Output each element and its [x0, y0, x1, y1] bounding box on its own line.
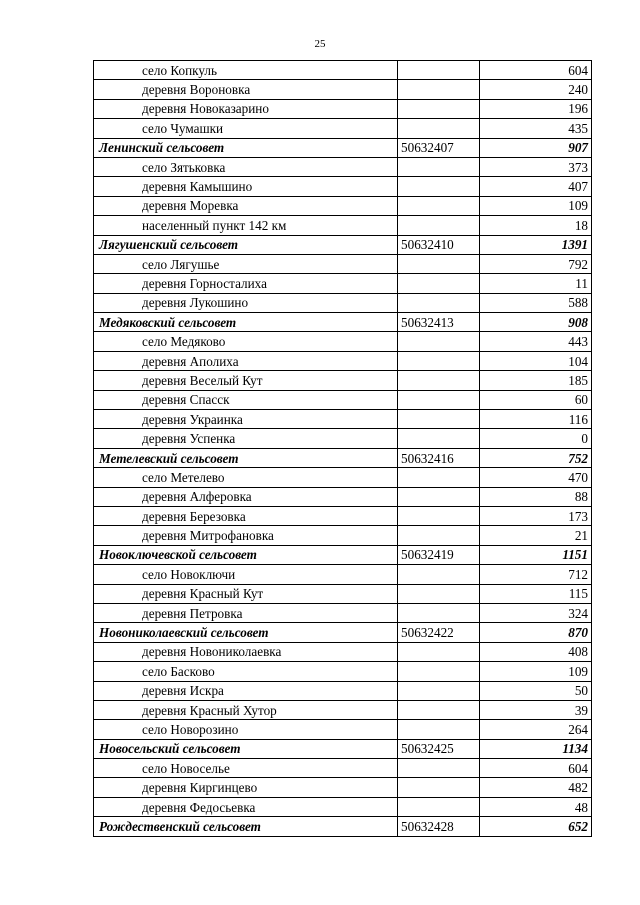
- settlement-name-cell: деревня Спасск: [94, 390, 398, 409]
- settlement-name-cell: деревня Лукошино: [94, 293, 398, 312]
- council-name-cell: Новоключевской сельсовет: [94, 545, 398, 564]
- settlement-row: [94, 410, 592, 429]
- settlement-row: [94, 642, 592, 661]
- settlement-row: [94, 274, 592, 293]
- population-cell: 1151: [480, 545, 592, 564]
- council-row: [94, 235, 592, 254]
- settlement-name-cell: село Метелево: [94, 468, 398, 487]
- council-row: [94, 623, 592, 642]
- settlement-name-cell: село Медяково: [94, 332, 398, 351]
- oktmo-code-cell: [398, 720, 480, 739]
- settlement-name-cell: село Новорозино: [94, 720, 398, 739]
- settlement-row: [94, 351, 592, 370]
- oktmo-code-cell: [398, 61, 480, 80]
- population-cell: 588: [480, 293, 592, 312]
- oktmo-code-cell: [398, 565, 480, 584]
- council-row: [94, 313, 592, 332]
- settlement-name-cell: деревня Митрофановка: [94, 526, 398, 545]
- table-body: [94, 61, 592, 837]
- settlement-name-cell: деревня Аполиха: [94, 351, 398, 370]
- council-row: [94, 739, 592, 758]
- oktmo-code-cell: [398, 506, 480, 525]
- page-number: 25: [314, 38, 326, 50]
- population-cell: 407: [480, 177, 592, 196]
- settlement-row: [94, 487, 592, 506]
- oktmo-code-cell: 50632422: [398, 623, 480, 642]
- settlement-row: [94, 371, 592, 390]
- settlement-row: [94, 720, 592, 739]
- settlement-row: [94, 119, 592, 138]
- settlement-row: [94, 177, 592, 196]
- settlement-name-cell: село Копкуль: [94, 61, 398, 80]
- population-cell: 48: [480, 797, 592, 816]
- settlement-row: [94, 778, 592, 797]
- council-row: [94, 545, 592, 564]
- population-cell: 39: [480, 700, 592, 719]
- settlement-row: [94, 603, 592, 622]
- council-row: [94, 448, 592, 467]
- population-cell: 652: [480, 817, 592, 836]
- population-cell: 0: [480, 429, 592, 448]
- oktmo-code-cell: 50632419: [398, 545, 480, 564]
- settlement-name-cell: деревня Горносталиха: [94, 274, 398, 293]
- settlement-name-cell: село Зятьковка: [94, 157, 398, 176]
- settlement-row: [94, 526, 592, 545]
- population-cell: 173: [480, 506, 592, 525]
- oktmo-code-cell: [398, 351, 480, 370]
- council-row: [94, 138, 592, 157]
- oktmo-code-cell: 50632407: [398, 138, 480, 157]
- population-cell: 324: [480, 603, 592, 622]
- settlement-row: [94, 390, 592, 409]
- oktmo-code-cell: [398, 274, 480, 293]
- settlement-name-cell: деревня Алферовка: [94, 487, 398, 506]
- settlement-name-cell: деревня Красный Хутор: [94, 700, 398, 719]
- population-table: [93, 60, 592, 837]
- settlement-name-cell: деревня Петровка: [94, 603, 398, 622]
- oktmo-code-cell: 50632425: [398, 739, 480, 758]
- settlement-name-cell: деревня Березовка: [94, 506, 398, 525]
- settlement-name-cell: деревня Веселый Кут: [94, 371, 398, 390]
- oktmo-code-cell: [398, 196, 480, 215]
- settlement-name-cell: деревня Моревка: [94, 196, 398, 215]
- council-name-cell: Ленинский сельсовет: [94, 138, 398, 157]
- population-cell: 792: [480, 254, 592, 273]
- oktmo-code-cell: [398, 390, 480, 409]
- population-cell: 907: [480, 138, 592, 157]
- settlement-row: [94, 99, 592, 118]
- settlement-name-cell: деревня Красный Кут: [94, 584, 398, 603]
- population-cell: 908: [480, 313, 592, 332]
- oktmo-code-cell: [398, 410, 480, 429]
- settlement-row: [94, 700, 592, 719]
- population-cell: 604: [480, 61, 592, 80]
- population-cell: 408: [480, 642, 592, 661]
- population-cell: 21: [480, 526, 592, 545]
- oktmo-code-cell: [398, 759, 480, 778]
- council-name-cell: Новосельский сельсовет: [94, 739, 398, 758]
- settlement-name-cell: деревня Украинка: [94, 410, 398, 429]
- settlement-row: [94, 797, 592, 816]
- population-cell: 116: [480, 410, 592, 429]
- oktmo-code-cell: [398, 526, 480, 545]
- oktmo-code-cell: [398, 468, 480, 487]
- population-cell: 1391: [480, 235, 592, 254]
- population-cell: 115: [480, 584, 592, 603]
- oktmo-code-cell: [398, 429, 480, 448]
- settlement-name-cell: деревня Успенка: [94, 429, 398, 448]
- settlement-row: [94, 506, 592, 525]
- oktmo-code-cell: 50632416: [398, 448, 480, 467]
- settlement-row: [94, 565, 592, 584]
- council-name-cell: Рождественский сельсовет: [94, 817, 398, 836]
- settlement-name-cell: деревня Вороновка: [94, 80, 398, 99]
- settlement-row: [94, 196, 592, 215]
- population-cell: 196: [480, 99, 592, 118]
- settlement-row: [94, 662, 592, 681]
- oktmo-code-cell: [398, 216, 480, 235]
- oktmo-code-cell: [398, 584, 480, 603]
- oktmo-code-cell: 50632410: [398, 235, 480, 254]
- population-cell: 373: [480, 157, 592, 176]
- oktmo-code-cell: [398, 662, 480, 681]
- population-cell: 240: [480, 80, 592, 99]
- oktmo-code-cell: [398, 681, 480, 700]
- population-cell: 11: [480, 274, 592, 293]
- oktmo-code-cell: [398, 99, 480, 118]
- oktmo-code-cell: [398, 778, 480, 797]
- population-cell: 435: [480, 119, 592, 138]
- settlement-name-cell: деревня Новоказарино: [94, 99, 398, 118]
- council-name-cell: Новониколаевский сельсовет: [94, 623, 398, 642]
- population-cell: 185: [480, 371, 592, 390]
- settlement-row: [94, 157, 592, 176]
- oktmo-code-cell: [398, 177, 480, 196]
- population-cell: 870: [480, 623, 592, 642]
- settlement-row: [94, 681, 592, 700]
- oktmo-code-cell: [398, 603, 480, 622]
- oktmo-code-cell: [398, 332, 480, 351]
- oktmo-code-cell: [398, 254, 480, 273]
- population-cell: 470: [480, 468, 592, 487]
- oktmo-code-cell: [398, 487, 480, 506]
- settlement-row: [94, 216, 592, 235]
- oktmo-code-cell: [398, 293, 480, 312]
- council-name-cell: Медяковский сельсовет: [94, 313, 398, 332]
- settlement-name-cell: деревня Камышино: [94, 177, 398, 196]
- settlement-row: [94, 429, 592, 448]
- settlement-row: [94, 254, 592, 273]
- settlement-row: [94, 332, 592, 351]
- population-cell: 109: [480, 196, 592, 215]
- population-cell: 109: [480, 662, 592, 681]
- population-cell: 18: [480, 216, 592, 235]
- oktmo-code-cell: [398, 797, 480, 816]
- settlement-name-cell: село Басково: [94, 662, 398, 681]
- population-cell: 712: [480, 565, 592, 584]
- population-cell: 50: [480, 681, 592, 700]
- settlement-name-cell: село Новоселье: [94, 759, 398, 778]
- population-cell: 1134: [480, 739, 592, 758]
- settlement-name-cell: село Новоключи: [94, 565, 398, 584]
- settlement-name-cell: деревня Искра: [94, 681, 398, 700]
- oktmo-code-cell: 50632428: [398, 817, 480, 836]
- oktmo-code-cell: [398, 642, 480, 661]
- population-cell: 264: [480, 720, 592, 739]
- population-cell: 443: [480, 332, 592, 351]
- oktmo-code-cell: [398, 157, 480, 176]
- council-name-cell: Лягушенский сельсовет: [94, 235, 398, 254]
- council-name-cell: Метелевский сельсовет: [94, 448, 398, 467]
- council-row: [94, 817, 592, 836]
- population-cell: 104: [480, 351, 592, 370]
- settlement-row: [94, 293, 592, 312]
- population-cell: 60: [480, 390, 592, 409]
- oktmo-code-cell: [398, 700, 480, 719]
- settlement-name-cell: деревня Новониколаевка: [94, 642, 398, 661]
- oktmo-code-cell: [398, 119, 480, 138]
- population-cell: 88: [480, 487, 592, 506]
- population-cell: 604: [480, 759, 592, 778]
- settlement-name-cell: деревня Киргинцево: [94, 778, 398, 797]
- settlement-row: [94, 759, 592, 778]
- oktmo-code-cell: 50632413: [398, 313, 480, 332]
- population-cell: 752: [480, 448, 592, 467]
- oktmo-code-cell: [398, 371, 480, 390]
- settlement-name-cell: населенный пункт 142 км: [94, 216, 398, 235]
- settlement-row: [94, 468, 592, 487]
- settlement-name-cell: деревня Федосьевка: [94, 797, 398, 816]
- settlement-row: [94, 584, 592, 603]
- settlement-name-cell: село Лягушье: [94, 254, 398, 273]
- population-cell: 482: [480, 778, 592, 797]
- settlement-name-cell: село Чумашки: [94, 119, 398, 138]
- oktmo-code-cell: [398, 80, 480, 99]
- settlement-row: [94, 61, 592, 80]
- settlement-row: [94, 80, 592, 99]
